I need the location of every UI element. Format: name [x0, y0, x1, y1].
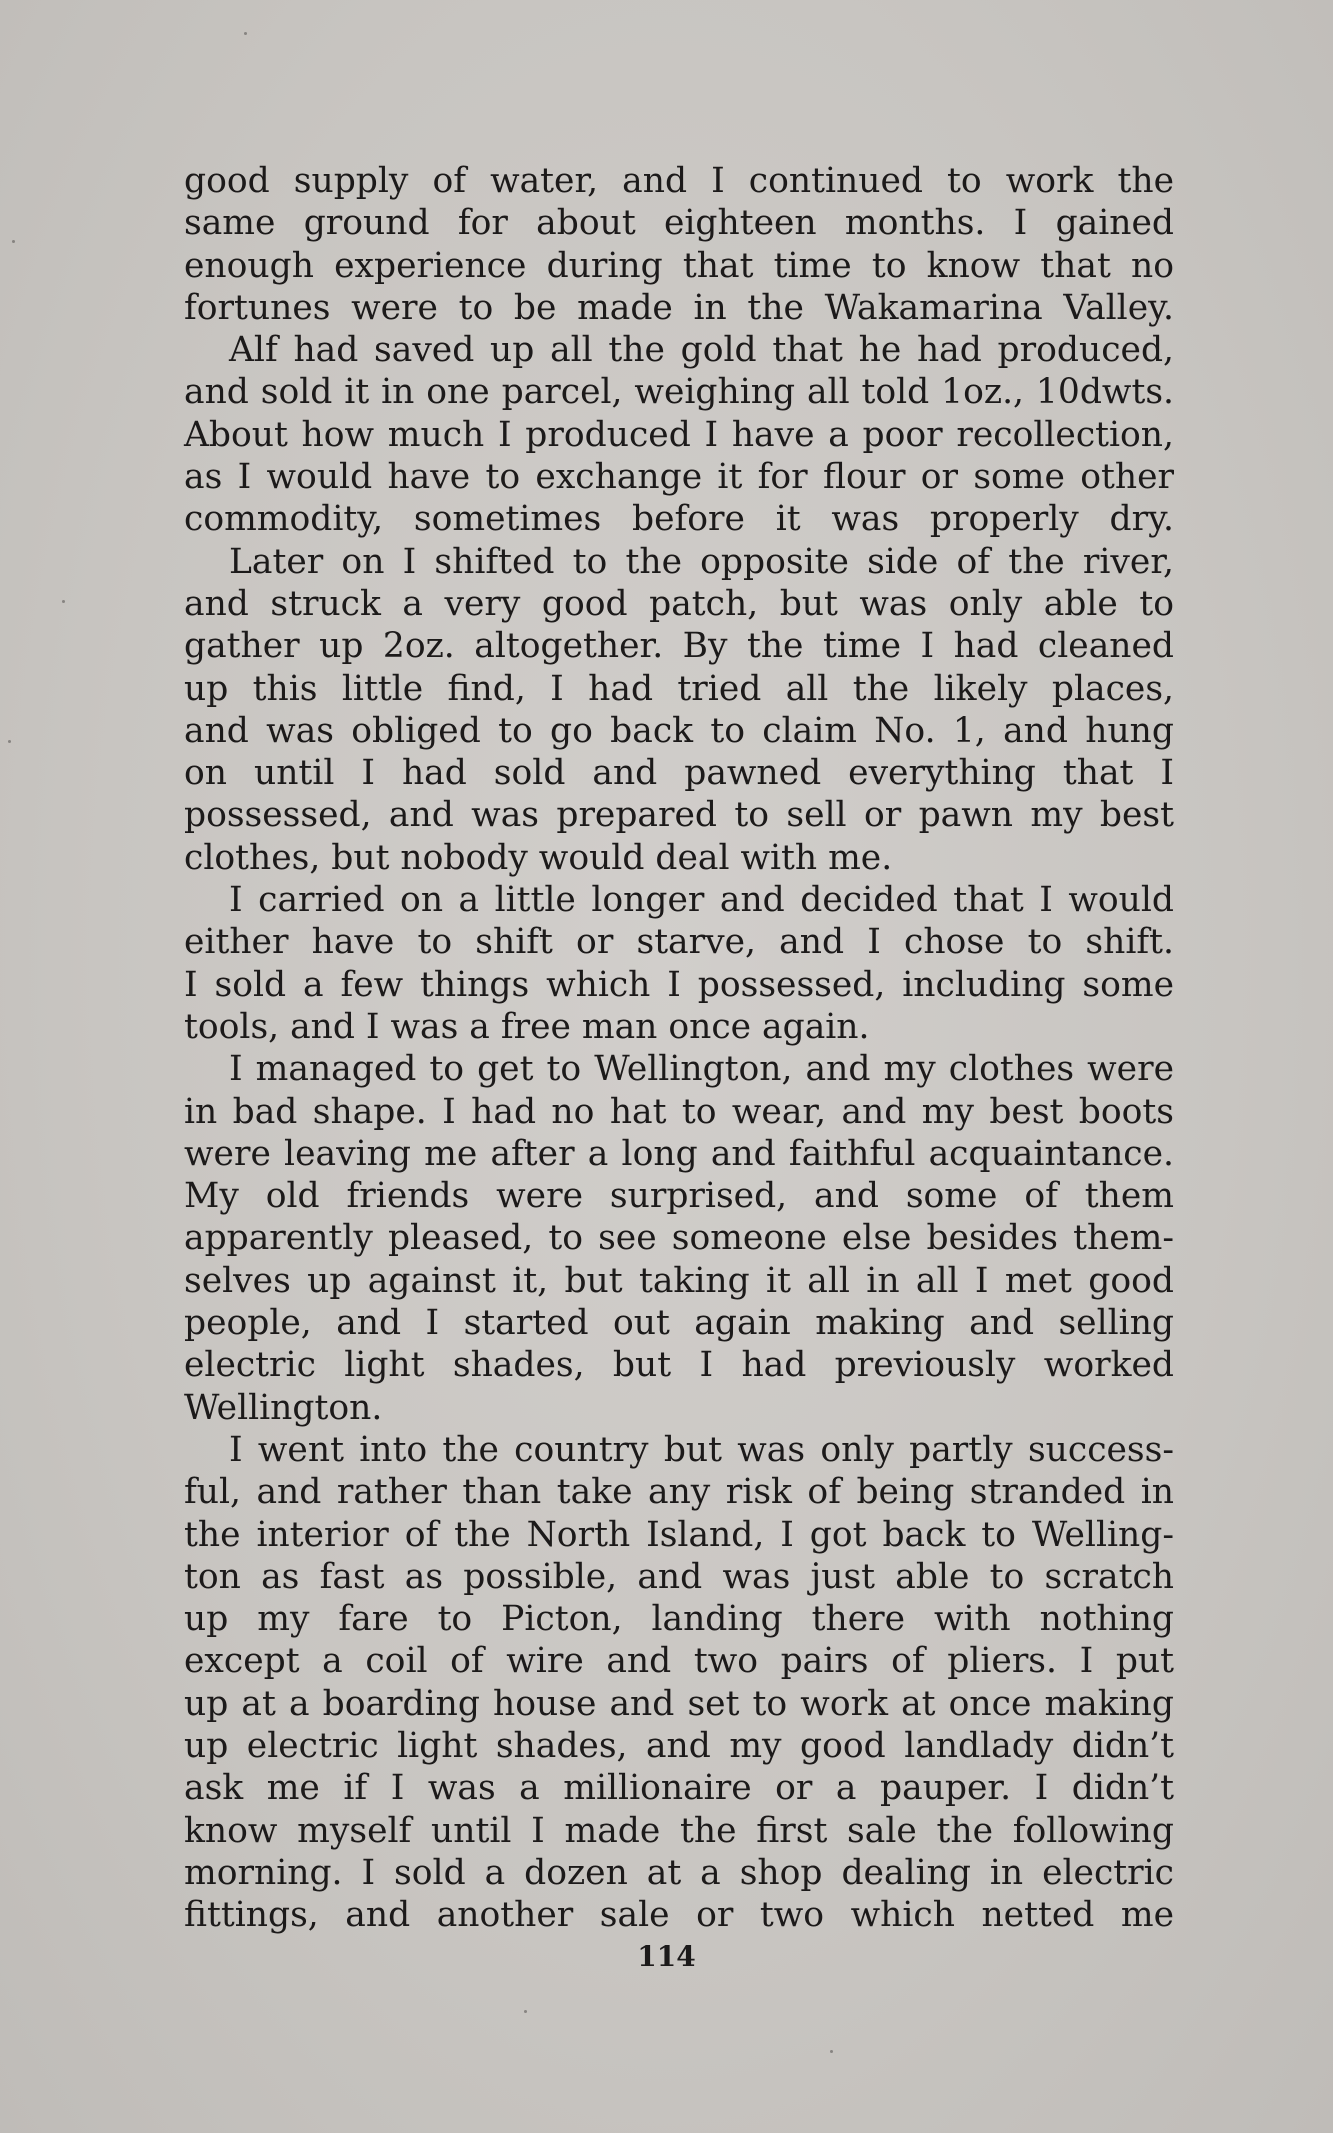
- paragraph: [184, 541, 1174, 879]
- text-line: and sold it in one parcel, weighing all told 1oz., 10dwts.: [184, 372, 1174, 413]
- paragraph: [184, 879, 1174, 1048]
- text-line: electric light shades, but I had previously worked: [184, 1345, 1174, 1386]
- text-line: in bad shape. I had no hat to wear, and my best boots: [184, 1091, 1174, 1132]
- text-line: ask me if I was a millionaire or a pauper. I didn’t: [184, 1768, 1174, 1809]
- text-line: commodity, sometimes before it was properly dry.: [184, 499, 1174, 540]
- text-line: apparently pleased, to see someone else besides them-: [184, 1218, 1174, 1259]
- paragraph: [184, 1048, 1174, 1429]
- paper-speck: [524, 2010, 527, 2013]
- text-line: up electric light shades, and my good landlady didn’t: [184, 1725, 1174, 1766]
- paper-speck: [62, 600, 65, 603]
- text-line: up this little find, I had tried all the likely places,: [184, 668, 1174, 709]
- page-number: 114: [637, 1940, 696, 1973]
- text-line: ton as fast as possible, and was just able to scratch: [184, 1556, 1174, 1597]
- text-line: and was obliged to go back to claim No. 1, and hung: [184, 710, 1174, 751]
- text-line: same ground for about eighteen months. I gained: [184, 203, 1174, 244]
- text-line: tools, and I was a free man once again.: [184, 1006, 870, 1047]
- text-line: fortunes were to be made in the Wakamarina Valley.: [184, 287, 1174, 328]
- text-line: up at a boarding house and set to work at once making: [184, 1683, 1174, 1724]
- text-line: Alf had saved up all the gold that he had produced,: [229, 330, 1174, 371]
- text-line: My old friends were surprised, and some of them: [184, 1176, 1174, 1217]
- text-line: possessed, and was prepared to sell or pawn my best: [184, 795, 1174, 836]
- text-line: Wellington.: [184, 1387, 383, 1428]
- text-line: clothes, but nobody would deal with me.: [184, 837, 893, 878]
- text-line: were leaving me after a long and faithful acquaintance.: [184, 1133, 1174, 1174]
- text-line: on until I had sold and pawned everything that I: [184, 753, 1174, 794]
- paper-speck: [244, 32, 247, 35]
- paragraph: [184, 160, 1174, 329]
- text-line: except a coil of wire and two pairs of pliers. I put: [184, 1641, 1174, 1682]
- text-line: know myself until I made the first sale the following: [184, 1810, 1174, 1851]
- text-line: selves up against it, but taking it all in all I met good: [184, 1260, 1174, 1301]
- text-line: enough experience during that time to know that no: [184, 245, 1174, 286]
- paragraph: [184, 1429, 1174, 1937]
- body-text: [184, 160, 1174, 1936]
- text-line: I carried on a little longer and decided that I would: [229, 880, 1174, 921]
- text-line: either have to shift or starve, and I chose to shift.: [184, 922, 1174, 963]
- text-line: ful, and rather than take any risk of being stranded in: [184, 1472, 1174, 1513]
- text-line: and struck a very good patch, but was only able to: [184, 583, 1174, 624]
- paper-speck: [830, 2050, 833, 2053]
- text-line: I sold a few things which I possessed, including some: [184, 964, 1174, 1005]
- paragraph: [184, 329, 1174, 540]
- text-line: gather up 2oz. altogether. By the time I had cleaned: [184, 626, 1174, 667]
- text-line: as I would have to exchange it for flour or some other: [184, 457, 1174, 498]
- text-line: I went into the country but was only partly success-: [229, 1429, 1174, 1470]
- text-line: morning. I sold a dozen at a shop dealing in electric: [184, 1852, 1174, 1893]
- text-line: I managed to get to Wellington, and my clothes were: [229, 1049, 1174, 1090]
- text-line: up my fare to Picton, landing there with nothing: [184, 1599, 1174, 1640]
- text-line: people, and I started out again making and selling: [184, 1303, 1174, 1344]
- text-line: About how much I produced I have a poor recollection,: [184, 414, 1174, 455]
- paper-speck: [8, 740, 11, 743]
- text-line: good supply of water, and I continued to work the: [184, 161, 1174, 201]
- text-line: fittings, and another sale or two which netted me: [184, 1895, 1174, 1936]
- text-line: Later on I shifted to the opposite side of the river,: [229, 541, 1174, 582]
- text-line: the interior of the North Island, I got back to Welling-: [184, 1514, 1174, 1555]
- paper-speck: [12, 240, 15, 243]
